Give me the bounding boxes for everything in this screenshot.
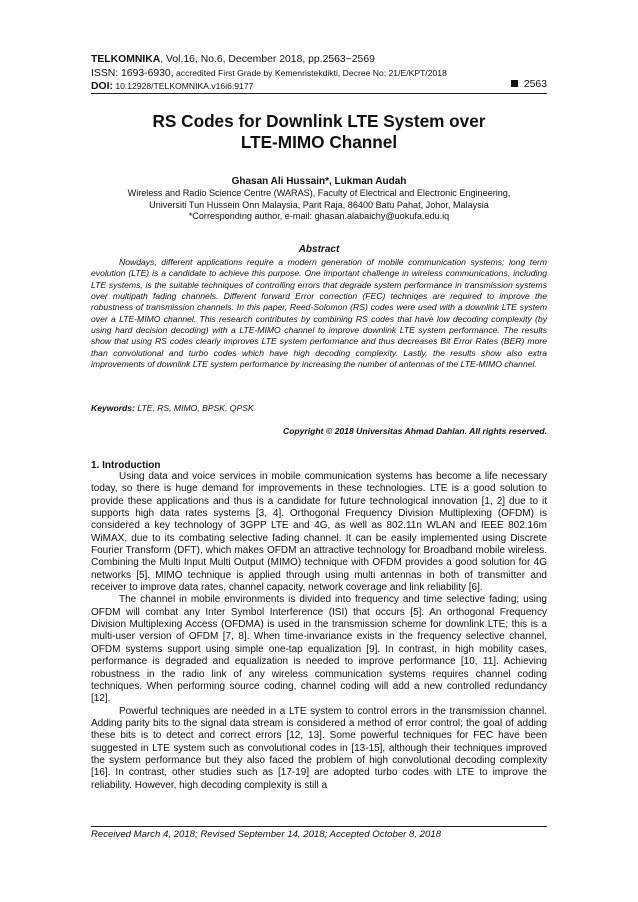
abstract-heading: Abstract [298,244,340,255]
square-bullet-icon [511,80,518,87]
author-list: Ghasan Ali Hussain*, Lukman Audah [231,176,407,187]
body-paragraph: Using data and voice services in mobile communication systems has become a life necessary today, so there is huge demand for improvements in these technologies. LTE is a good solution to provide these applications and thus is a candidate for future technological innovation [1, 2] due to it supports high data rates systems [3, 4]. Orthogonal Frequency Division Multiplexing (OFDM) is considered a key technology of 3GPP LTE and 4G, as well as 802.11n WLAN and IEEE 802.16m WiMAX, due to its combating selective fading channel. It can be easily implemented using Discrete Fourier Transform (DFT), which makes OFDM an attractive technology for Broadband mobile wireless. Combining the Multi Input Multi Output (MIMO) technique with OFDM provides a good solution for 4G networks [5]. MIMO technique is applied through using multi antennas in both of transmitter and receiver to improve data rates, channel capacity, network coverage and link reliability [6]. [91,471,547,594]
abstract-text: Nowdays, different applications require a modern generation of mobile communication systems; long term evolution (LTE) is a candidate to achieve this purpose. One important challenge in wireless communications, including LTE systems, is the suitable techniques of controlling errors that degrade system performance in transmission systems over multipath fading channels. Different forward Error correction (FEC) techniqes are required to improve the robustness of transmission channels. In this paper, Reed-Solomon (RS) codes were used with a downlink LTE system over a LTE-MIMO channel. This research contributes by combining RS codes that have low decoding complexity (by using hard decision decoding) with a LTE-MIMO channel to improve downlink LTE system performance. The results show that using RS codes clearly improves LTE system performance and thus decreases Bit Error Rates (BER) more than convolutional and turbo codes which have high decoding complexity. Lastly, the results show also extra improvements of downlink LTE system performance by increasing the number of antennas of the LTE-MIMO channel. [91,257,547,370]
body-paragraph: Powerful techniques are needed in a LTE system to control errors in the transmission channel. Adding parity bits to the signal data stream is considered a method of error control; the goal of adding these bits is to detect and correct errors [12, 13]. Some powerful techniques for FEC have been suggested in LTE system such as convolutional codes in [13-15], although their techniques improved the system performance but they also faced the problem of high convolutional decoding complexity [16]. In contrast, other studies such as [17-19] are adopted turbo codes with LTE to improve the reliability. However, high decoding complexity is still a [91,705,547,791]
journal-name: TELKOMNIKA [91,54,161,65]
issn-line [91,67,547,81]
keywords-text: LTE, RS, MIMO, BPSK, QPSK [134,403,254,413]
page-number-block [511,79,547,92]
received-dates: Received March 4, 2018; Revised September 14, 2018; Accepted October 8, 2018 [91,829,442,840]
paper-title [91,111,547,153]
introduction-body [91,471,547,792]
journal-volume-info: , Vol.16, No.6, December 2018, pp.2563~2569 [160,54,375,65]
page-number: 2563 [523,79,547,90]
title-line-1: RS Codes for Downlink LTE System over [152,111,486,131]
keywords-label: Keywords: [91,403,135,413]
accreditation: accredited First Grade by Kemenristekdikti, Decree No: 21/E/KPT/2018 [173,67,447,78]
issn: ISSN: 1693-6930, [91,67,174,79]
keywords [91,403,547,413]
header-divider [91,93,547,94]
journal-header [91,54,547,94]
body-paragraph: The channel in mobile environments is divided into frequency and time selective fading; using OFDM will combat any Inter Symbol Interference (ISI) that occurs [5]. An orthogonal Frequency Division Multiplexing Access (OFDMA) is used in the transmission scheme for downlink LTE; this is a multi-user version of OFDM [7, 8]. When time-invariance exists in the frequency selective channel, OFDM systems support using simple one-tap equalization [9]. In contrast, in high mobility cases, performance is degraded and equalization is needed to improve performance [10, 11]. Achieving robustness in the radio link of any wireless communication systems requires channel coding techniques. When performing source coding, channel coding will add a new controlled redundancy [12]. [91,594,547,705]
affiliation [83,188,555,223]
affiliation-line-1: Wireless and Radio Science Centre (WARAS), Faculty of Electrical and Electronic Engineering, [127,188,511,198]
journal-citation [91,54,547,67]
doi-line [91,80,547,94]
title-line-2: LTE-MIMO Channel [240,132,398,152]
doi: 10.12928/TELKOMNIKA.v16i6.9177 [112,81,254,92]
abstract-body [91,257,547,370]
footer-divider [91,826,547,827]
copyright-notice: Copyright © 2018 Universitas Ahmad Dahlan. All rights reserved. [282,426,547,436]
corresponding-author: *Corresponding author, e-mail: ghasan.alabaichy@uokufa.edu.iq [188,211,450,222]
section-heading-introduction: 1. Introduction [91,460,161,471]
affiliation-line-2: Universiti Tun Hussein Onn Malaysia, Parit Raja, 86400 Batu Pahat, Johor, Malaysia [149,199,489,210]
doi-label: DOI: [91,81,113,93]
